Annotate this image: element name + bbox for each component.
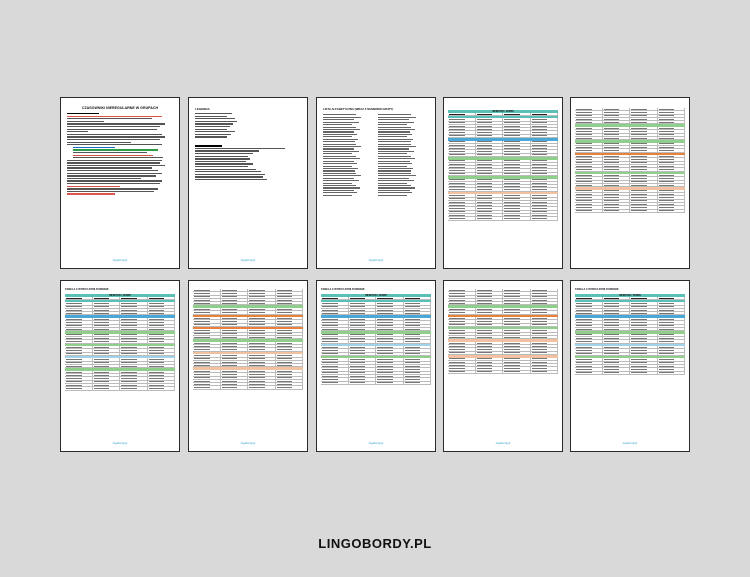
table-page-title: TABELA Z WYROZ-NYMI FORMAMI (65, 288, 109, 291)
page-footer: lingobordy.pl (622, 442, 638, 445)
page-6-table (60, 280, 180, 452)
verb-table (448, 289, 558, 374)
table-header-band: INFINITIVE / VERBS (321, 294, 431, 297)
table-page-title: TABELA Z WYROZ-NYMI FORMAMI (575, 288, 619, 291)
page-5-table (570, 97, 690, 269)
page-footer: lingobordy.pl (368, 442, 384, 445)
table-header-band: INFINITIVE / VERBS (65, 294, 175, 297)
page-2-title: LEGENDA (195, 107, 210, 111)
page-footer: lingobordy.pl (495, 442, 511, 445)
page-footer: lingobordy.pl (112, 259, 128, 262)
page-3-title: LISTA ALFABETYCZNA (WRAZ Z NUMEREM GRUPY) (323, 107, 394, 111)
brand-caption: LINGOBORDY.PL (318, 536, 432, 551)
table-header-band: INFINITIVE / VERBS (448, 110, 558, 113)
page-1-title: CZASOWNIKI NIEREGULARNE W GRUPACH (81, 106, 159, 110)
page-footer: lingobordy.pl (240, 442, 256, 445)
page-1-intro (60, 97, 180, 269)
verb-table (321, 294, 431, 385)
verb-table (448, 110, 558, 221)
page-3-alphabetical-list (316, 97, 436, 269)
verb-table (575, 108, 685, 213)
table-header-band: INFINITIVE / VERBS (575, 294, 685, 297)
page-footer: lingobordy.pl (368, 259, 384, 262)
verb-table (65, 294, 175, 391)
page-9-table (443, 280, 563, 452)
page-1-body (67, 113, 173, 195)
page-10-table (570, 280, 690, 452)
page-2-legend (188, 97, 308, 269)
verb-table (575, 294, 685, 375)
page-2-body (195, 113, 301, 180)
page-3-columns (323, 113, 429, 263)
page-7-table (188, 280, 308, 452)
page-8-table (316, 280, 436, 452)
page-4-table (443, 97, 563, 269)
page-footer: lingobordy.pl (112, 442, 128, 445)
page-footer: lingobordy.pl (240, 259, 256, 262)
verb-table (193, 289, 303, 390)
table-page-title: TABELA Z WYROZ-NYMI FORMAMI (321, 288, 365, 291)
